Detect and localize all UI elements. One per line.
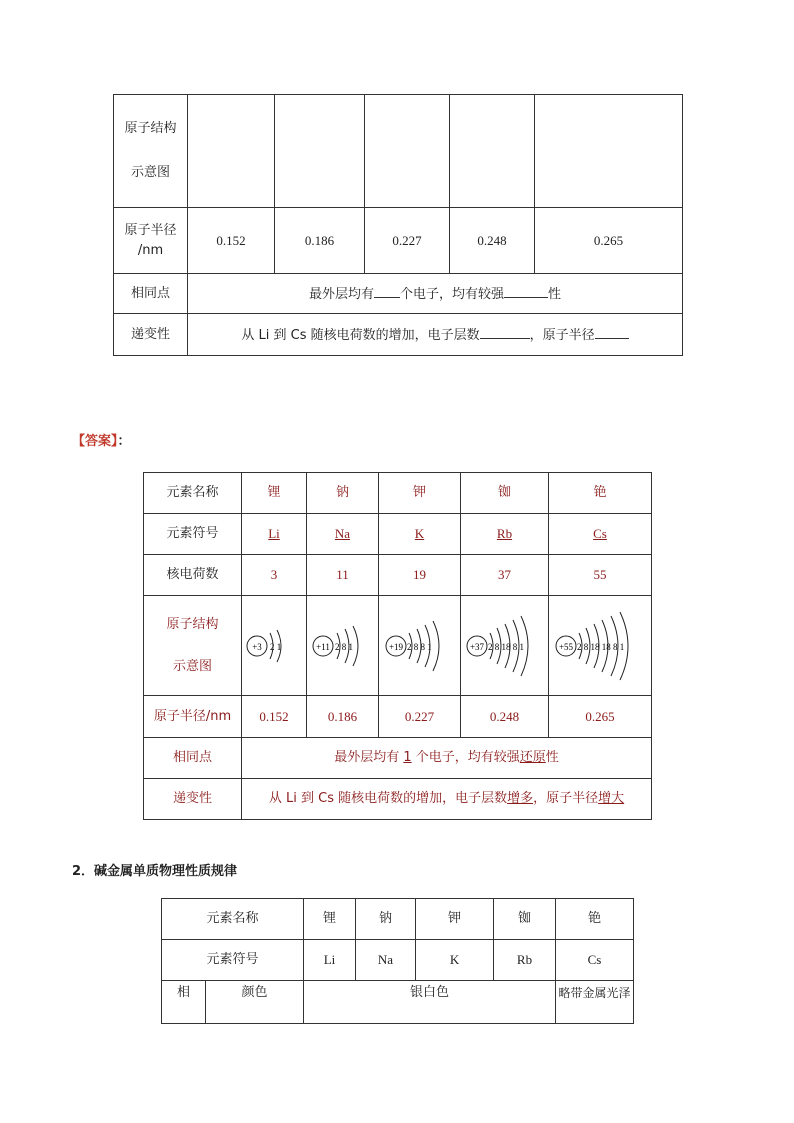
element-name: 钠 bbox=[307, 473, 379, 514]
symbol-label: 元素符号 bbox=[144, 514, 242, 555]
radius-value: 0.186 bbox=[307, 696, 379, 738]
nucleus-charge: +37 bbox=[469, 641, 484, 652]
silver-white: 银白色 bbox=[304, 981, 556, 1024]
atom-diagram bbox=[383, 614, 457, 678]
atom-diagram bbox=[464, 610, 546, 682]
radius-value: 0.186 bbox=[275, 208, 365, 274]
nucleus-charge: +55 bbox=[558, 641, 574, 652]
radius-value: 0.265 bbox=[535, 208, 683, 274]
nuclear-charge: 11 bbox=[307, 555, 379, 596]
cs-color: 略带金属光泽 bbox=[556, 981, 634, 1024]
nuclear-charge: 3 bbox=[242, 555, 307, 596]
radius-value: 0.248 bbox=[461, 696, 549, 738]
radius-value: 0.152 bbox=[242, 696, 307, 738]
radius-value: 0.227 bbox=[365, 208, 450, 274]
atom-diagram bbox=[243, 617, 305, 675]
radius-value: 0.248 bbox=[450, 208, 535, 274]
element-name: 锂 bbox=[304, 899, 356, 940]
element-name: 锂 bbox=[242, 473, 307, 514]
nuclear-charge: 55 bbox=[549, 555, 652, 596]
atom-diagram-rb bbox=[461, 596, 549, 696]
name-label: 元素名称 bbox=[144, 473, 242, 514]
answer-heading: 【答案】： bbox=[72, 434, 131, 449]
element-symbol: Rb bbox=[461, 514, 549, 555]
shell-arc bbox=[353, 626, 358, 666]
structure-cell bbox=[188, 95, 275, 208]
symbol-label: 元素符号 bbox=[162, 940, 304, 981]
atom-diagram bbox=[553, 606, 647, 686]
question-table bbox=[113, 94, 683, 356]
radius-value: 0.265 bbox=[549, 696, 652, 738]
trend-text: 从 Li 到 Cs 随核电荷数的增加，电子层数 ，原子半径 bbox=[188, 314, 683, 356]
same-label-partial: 相 bbox=[162, 981, 206, 1024]
name-label: 元素名称 bbox=[162, 899, 304, 940]
element-symbol: Rb bbox=[494, 940, 556, 981]
structure-cell bbox=[365, 95, 450, 208]
trend-text: 从 Li 到 Cs 随核电荷数的增加，电子层数增多，原子半径增大 bbox=[242, 779, 652, 820]
shell-counts: 2 8 8 1 bbox=[406, 641, 432, 652]
shell-counts: 2 8 18 18 8 1 bbox=[577, 641, 625, 652]
radius-value: 0.152 bbox=[188, 208, 275, 274]
trend-label: 递变性 bbox=[114, 314, 188, 356]
element-symbol: Cs bbox=[556, 940, 634, 981]
shell-counts: 2 8 18 8 1 bbox=[487, 641, 524, 652]
radius-value: 0.227 bbox=[379, 696, 461, 738]
element-symbol: K bbox=[379, 514, 461, 555]
element-name: 钾 bbox=[379, 473, 461, 514]
structure-label: 原子结构 示意图 bbox=[114, 95, 188, 208]
section-title: 2．碱金属单质物理性质规律 bbox=[72, 864, 238, 879]
nucleus-charge: +19 bbox=[388, 641, 403, 652]
color-label: 颜色 bbox=[206, 981, 304, 1024]
nucleus-charge: +3 bbox=[252, 641, 262, 652]
element-symbol: Li bbox=[304, 940, 356, 981]
charge-label: 核电荷数 bbox=[144, 555, 242, 596]
answer-table bbox=[143, 472, 652, 820]
atom-diagram bbox=[310, 616, 376, 676]
atom-diagram-li bbox=[242, 596, 307, 696]
atom-diagram-cs bbox=[549, 596, 652, 696]
structure-cell bbox=[535, 95, 683, 208]
element-name: 铷 bbox=[494, 899, 556, 940]
element-name: 钠 bbox=[356, 899, 416, 940]
same-label: 相同点 bbox=[144, 738, 242, 779]
element-symbol: Cs bbox=[549, 514, 652, 555]
shell-arc bbox=[433, 621, 439, 671]
shell-counts: 2 8 1 bbox=[334, 641, 353, 652]
element-symbol: Li bbox=[242, 514, 307, 555]
element-symbol: K bbox=[416, 940, 494, 981]
radius-label: 原子半径/nm bbox=[144, 696, 242, 738]
trend-label: 递变性 bbox=[144, 779, 242, 820]
nuclear-charge: 19 bbox=[379, 555, 461, 596]
element-name: 钾 bbox=[416, 899, 494, 940]
element-name: 铷 bbox=[461, 473, 549, 514]
same-label: 相同点 bbox=[114, 274, 188, 314]
structure-label: 原子结构 示意图 bbox=[144, 596, 242, 696]
structure-cell bbox=[450, 95, 535, 208]
physical-properties-table bbox=[161, 898, 634, 1024]
atom-diagram-na bbox=[307, 596, 379, 696]
structure-cell bbox=[275, 95, 365, 208]
shell-counts: 2 1 bbox=[270, 641, 282, 652]
nuclear-charge: 37 bbox=[461, 555, 549, 596]
element-name: 铯 bbox=[549, 473, 652, 514]
element-symbol: Na bbox=[356, 940, 416, 981]
atom-diagram-k bbox=[379, 596, 461, 696]
element-symbol: Na bbox=[307, 514, 379, 555]
element-name: 铯 bbox=[556, 899, 634, 940]
radius-label: 原子半径 /nm bbox=[114, 208, 188, 274]
nucleus-charge: +11 bbox=[315, 641, 330, 652]
same-text: 最外层均有 1 个电子，均有较强还原性 bbox=[242, 738, 652, 779]
same-text: 最外层均有 个电子，均有较强 性 bbox=[188, 274, 683, 314]
